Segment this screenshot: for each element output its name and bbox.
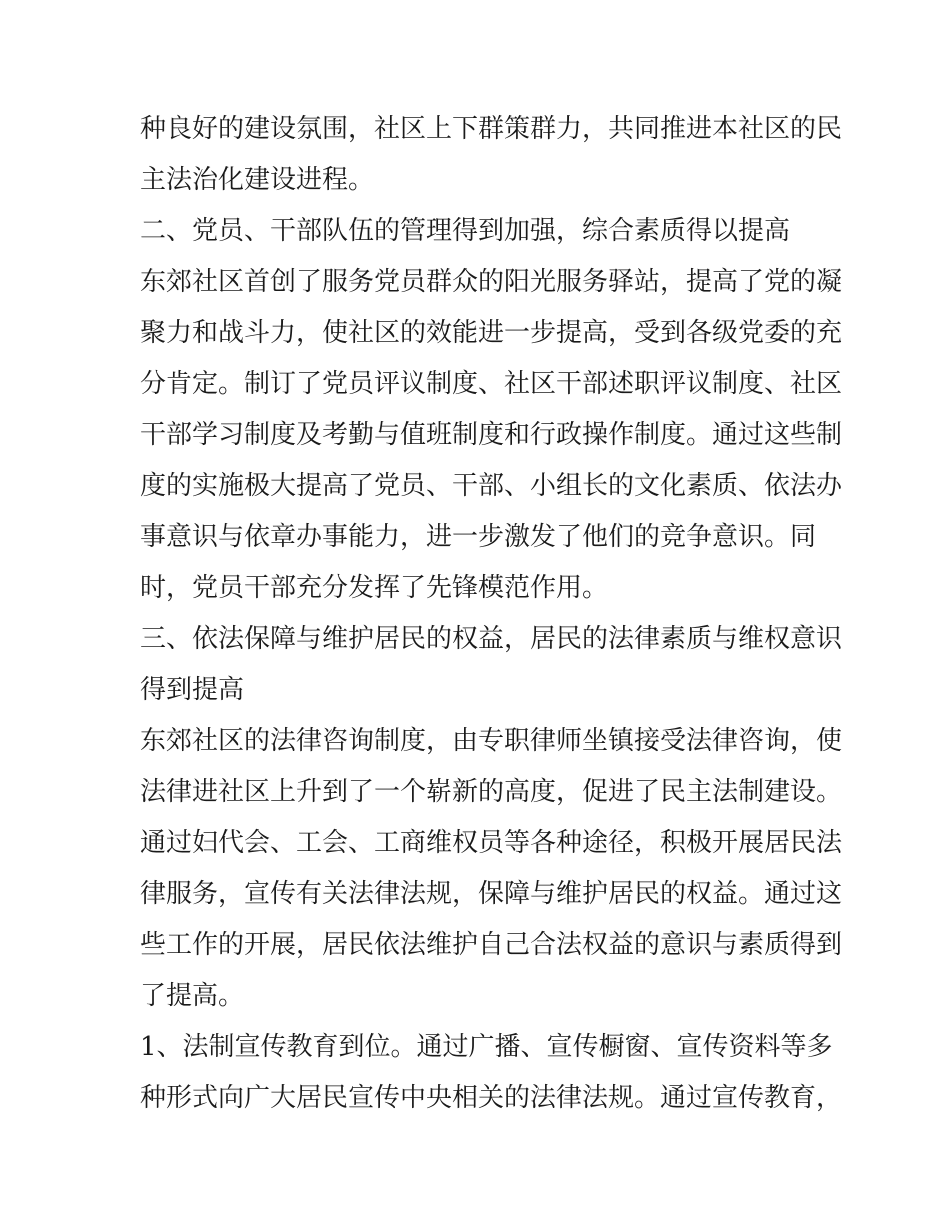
text-line: 干部学习制度及考勤与值班制度和行政操作制度。通过这些制 [140, 420, 843, 450]
section-heading: 得到提高 [140, 675, 245, 705]
text-line: 聚力和战斗力，使社区的效能进一步提高，受到各级党委的充 [140, 318, 843, 348]
text-line: 些工作的开展，居民依法维护自己合法权益的意识与素质得到 [140, 930, 843, 960]
list-item: 1、法制宣传教育到位。通过广播、宣传橱窗、宣传资料等多 [140, 1032, 833, 1062]
text-line: 种良好的建设氛围，社区上下群策群力，共同推进本社区的民 [140, 114, 843, 144]
text-line: 法律进社区上升到了一个崭新的高度，促进了民主法制建设。 [140, 777, 843, 807]
text-line: 主法治化建设进程。 [140, 165, 375, 195]
text-line: 事意识与依章办事能力，进一步激发了他们的竞争意识。同 [140, 522, 817, 552]
text-line: 通过妇代会、工会、工商维权员等各种途径，积极开展居民法 [140, 828, 843, 858]
text-line: 了提高。 [140, 981, 245, 1011]
text-line: 分肯定。制订了党员评议制度、社区干部述职评议制度、社区 [140, 369, 843, 399]
text-line: 度的实施极大提高了党员、干部、小组长的文化素质、依法办 [140, 471, 843, 501]
document-body [140, 104, 843, 1124]
text-line: 东郊社区首创了服务党员群众的阳光服务驿站，提高了党的凝 [140, 267, 843, 297]
text-line: 律服务，宣传有关法律法规，保障与维护居民的权益。通过这 [140, 879, 843, 909]
text-line: 时，党员干部充分发挥了先锋模范作用。 [140, 573, 609, 603]
section-heading: 二、党员、干部队伍的管理得到加强，综合素质得以提高 [140, 216, 791, 246]
text-line: 种形式向广大居民宣传中央相关的法律法规。通过宣传教育， [140, 1083, 843, 1113]
section-heading: 三、依法保障与维护居民的权益，居民的法律素质与维权意识 [140, 624, 843, 654]
text-line: 东郊社区的法律咨询制度，由专职律师坐镇接受法律咨询，使 [140, 726, 843, 756]
